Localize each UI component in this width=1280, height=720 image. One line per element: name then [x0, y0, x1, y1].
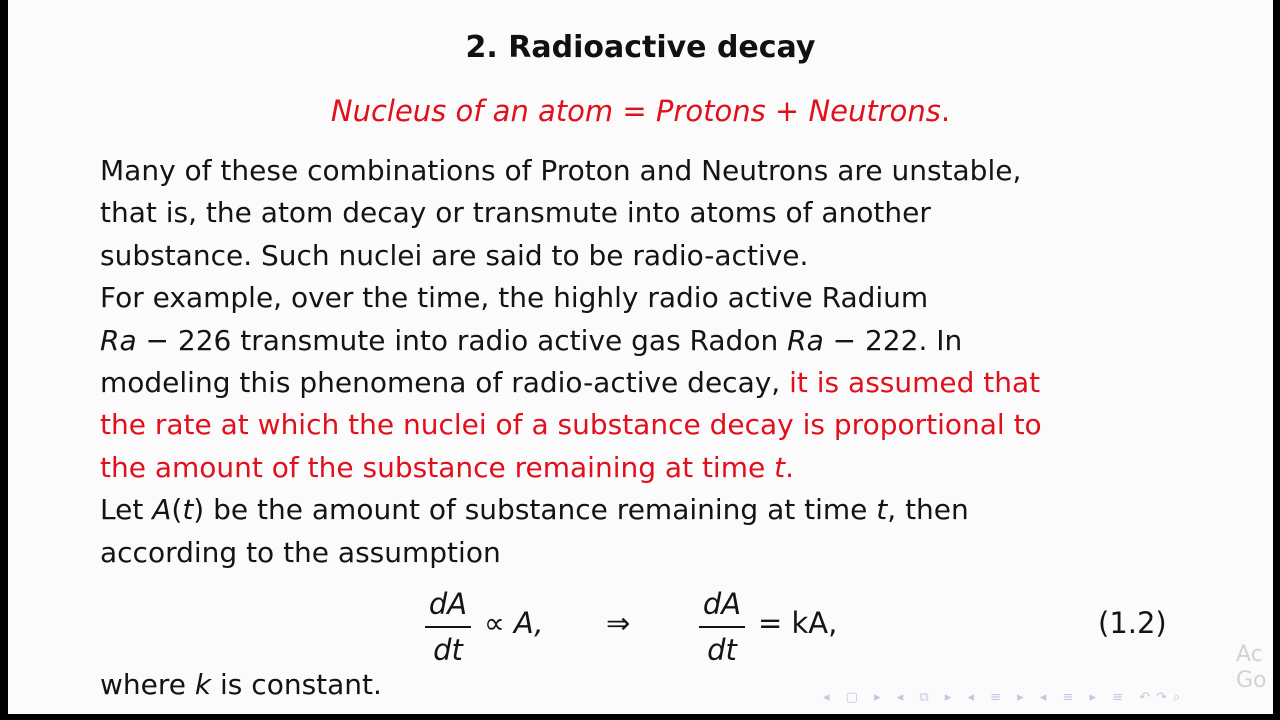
subtitle-plus: + [765, 94, 809, 128]
highlight-text: it is assumed that [789, 365, 1041, 399]
subtitle-neutrons: Neutrons [808, 94, 941, 128]
highlight-text: . [785, 450, 794, 484]
beamer-navigation-icons[interactable]: ◂ ▢ ▸ ◂ ⧉ ▸ ◂ ≡ ▸ ◂ ≡ ▸ ≡ ↶↷⌕ [823, 690, 1187, 705]
equation-rhs: = kA, [758, 606, 838, 640]
proportional-expression: ∝ A, [484, 606, 544, 640]
watermark-line: Go [1236, 668, 1267, 693]
subtitle-left: Nucleus of an atom [330, 94, 614, 128]
body-text [100, 150, 1195, 574]
footer-text [100, 668, 382, 701]
body-line: that is, the atom decay or transmute into atoms of another [100, 196, 931, 230]
body-text-span: Let [100, 493, 153, 527]
paren: ) [193, 493, 205, 527]
watermark-line: Ac [1236, 642, 1263, 667]
body-line: according to the assumption [100, 535, 501, 569]
fraction-da-dt [422, 582, 474, 672]
body-text-span: be the amount of substance remaining at time [204, 493, 877, 527]
body-text-span: where [100, 668, 195, 701]
paren: ( [171, 493, 183, 527]
math-k: k [194, 668, 212, 701]
body-line: For example, over the time, the highly radio active Radium [100, 281, 929, 315]
activation-watermark [1236, 642, 1267, 694]
highlight-line [100, 447, 1195, 489]
subtitle-protons: Protons [655, 94, 766, 128]
slide-title: 2. Radioactive decay [465, 30, 816, 65]
implies-arrow: ⇒ [606, 606, 631, 640]
fraction-numerator: dA [702, 587, 742, 621]
math-ra: Ra [100, 323, 137, 357]
body-line [100, 320, 1195, 362]
slide [8, 0, 1273, 714]
body-line [100, 362, 1195, 404]
equation-1-2 [8, 582, 1273, 672]
math-a: A [152, 493, 172, 527]
equation-number: (1.2) [1098, 606, 1167, 640]
body-line [100, 489, 1195, 531]
fraction-denominator: dt [433, 633, 463, 667]
math-ra: Ra [787, 323, 824, 357]
body-text-span: , then [887, 493, 969, 527]
fraction-numerator: dA [428, 587, 468, 621]
fraction-denominator: dt [707, 633, 737, 667]
math-t: t [182, 493, 194, 527]
fraction-da-dt [696, 582, 748, 672]
body-line: substance. Such nuclei are said to be radio-active. [100, 238, 809, 272]
body-text-span: modeling this phenomena of radio-active decay, [100, 365, 790, 399]
body-text-span: is constant. [211, 668, 382, 701]
subtitle-equals: = [613, 94, 656, 128]
body-text-span: − 222. In [823, 323, 963, 357]
highlight-text: the amount of the substance remaining at time [100, 450, 775, 484]
subtitle-period: . [940, 94, 951, 128]
math-t: t [774, 450, 786, 484]
body-line: Many of these combinations of Proton and Neutrons are unstable, [100, 154, 1022, 187]
body-text-span: − 226 transmute into radio active gas Radon [136, 323, 788, 357]
math-t: t [876, 493, 888, 527]
slide-subtitle [8, 94, 1273, 128]
highlight-line: the rate at which the nuclei of a substance decay is proportional to [100, 408, 1042, 442]
